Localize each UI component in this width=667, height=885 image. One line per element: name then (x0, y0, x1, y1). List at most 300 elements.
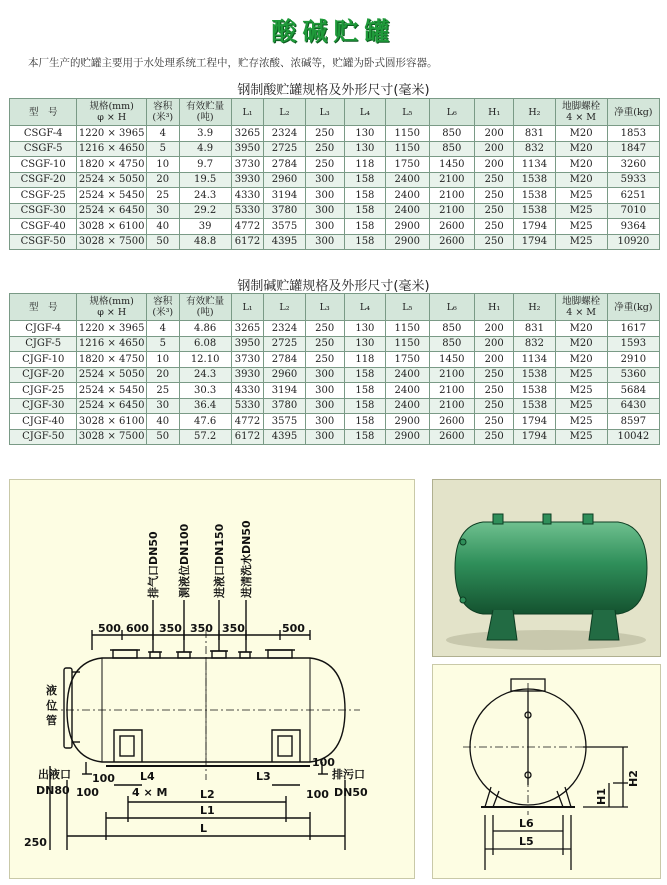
table-cell: 1750 (386, 157, 429, 173)
table-cell: 2524 × 5450 (77, 383, 147, 399)
table-cell: 832 (514, 336, 555, 352)
column-header: 型 号 (10, 99, 77, 126)
table-cell: 2524 × 6450 (77, 203, 147, 219)
table-cell: CJGF-20 (10, 367, 77, 383)
table-cell: 1220 × 3965 (77, 321, 147, 337)
table-cell: 300 (305, 172, 344, 188)
table-cell: 1847 (607, 141, 659, 157)
table-cell: 300 (305, 383, 344, 399)
table-cell: 3028 × 6100 (77, 219, 147, 235)
column-header: 规格(mm) φ × H (77, 99, 147, 126)
dim-l6: L6 (519, 817, 534, 830)
table-row (10, 219, 660, 235)
table-cell: 5933 (607, 172, 659, 188)
table-cell: 2100 (429, 203, 475, 219)
table-cell: M25 (555, 234, 607, 250)
tank-photo (432, 479, 661, 657)
drain-label: 排污口 (332, 768, 365, 781)
table-cell: 300 (305, 188, 344, 204)
table-cell: 250 (475, 367, 514, 383)
dim-h1: H1 (595, 788, 608, 805)
level-pipe-label-3: 管 (46, 714, 57, 727)
table-cell: 1794 (514, 429, 555, 445)
table-cell: 8597 (607, 414, 659, 430)
table-cell: 130 (344, 126, 385, 142)
table-cell: 4 (146, 321, 179, 337)
table-row (10, 126, 660, 142)
table-cell: 2324 (264, 126, 305, 142)
dim-250: 250 (24, 836, 47, 849)
table-cell: 1794 (514, 234, 555, 250)
table-cell: CJGF-25 (10, 383, 77, 399)
table-cell: CJGF-30 (10, 398, 77, 414)
dim-100-d: 100 (306, 788, 329, 801)
table-cell: 10 (146, 157, 179, 173)
table-cell: 20 (146, 172, 179, 188)
table-cell: 850 (429, 321, 475, 337)
dim-350-b: 350 (190, 622, 213, 635)
column-header: 容积 (米³) (146, 294, 179, 321)
table-cell: 2725 (264, 141, 305, 157)
dim-l: L (200, 822, 208, 835)
dim-bolts: 4 × M (132, 786, 168, 799)
table-cell: 250 (305, 157, 344, 173)
table-cell: 1450 (429, 352, 475, 368)
table-cell: 4.86 (179, 321, 231, 337)
table-cell: 1750 (386, 352, 429, 368)
column-header: L₁ (231, 294, 264, 321)
table-cell: 300 (305, 234, 344, 250)
table-cell: 1820 × 4750 (77, 157, 147, 173)
table-cell: 2100 (429, 398, 475, 414)
dim-h2: H2 (627, 770, 640, 787)
table-row (10, 352, 660, 368)
table-cell: 2784 (264, 352, 305, 368)
table-cell: M25 (555, 429, 607, 445)
table-cell: M25 (555, 188, 607, 204)
table-cell: 5 (146, 336, 179, 352)
dim-l2: L2 (200, 788, 215, 801)
table-cell: 2324 (264, 321, 305, 337)
nozzle-label-wash: 进清洗水DN50 (240, 520, 253, 598)
column-header: 规格(mm) φ × H (77, 294, 147, 321)
table-cell: 250 (475, 203, 514, 219)
dim-l3: L3 (256, 770, 271, 783)
table-cell: 1820 × 4750 (77, 352, 147, 368)
outlet-dn-label: DN80 (36, 784, 70, 797)
table-cell: 6430 (607, 398, 659, 414)
table-cell: 1150 (386, 321, 429, 337)
table-cell: 2725 (264, 336, 305, 352)
table-cell: 2960 (264, 367, 305, 383)
table-cell: 130 (344, 141, 385, 157)
table-cell: 4772 (231, 219, 264, 235)
table-cell: 130 (344, 336, 385, 352)
side-view-drawing (9, 479, 415, 879)
table-cell: 832 (514, 141, 555, 157)
table-row (10, 383, 660, 399)
table-cell: 30 (146, 398, 179, 414)
column-header: L₂ (264, 294, 305, 321)
table-cell: 10920 (607, 234, 659, 250)
table-cell: 2910 (607, 352, 659, 368)
dim-500-left: 500 (98, 622, 121, 635)
table-cell: 3028 × 7500 (77, 429, 147, 445)
table-cell: 10042 (607, 429, 659, 445)
dim-l4: L4 (140, 770, 155, 783)
table-cell: 850 (429, 126, 475, 142)
table-cell: 158 (344, 219, 385, 235)
table-cell: 1150 (386, 126, 429, 142)
table-cell: 3930 (231, 172, 264, 188)
table-cell: 2524 × 6450 (77, 398, 147, 414)
table-cell: 3780 (264, 203, 305, 219)
table-cell: 4330 (231, 188, 264, 204)
table-cell: 158 (344, 429, 385, 445)
table-cell: 2784 (264, 157, 305, 173)
column-header: L₅ (386, 294, 429, 321)
table-cell: 200 (475, 126, 514, 142)
table-cell: 5330 (231, 398, 264, 414)
table-cell: 5330 (231, 203, 264, 219)
table-cell: 1216 × 4650 (77, 336, 147, 352)
table-cell: 300 (305, 203, 344, 219)
table-cell: 2400 (386, 398, 429, 414)
table-cell: 3265 (231, 126, 264, 142)
table-cell: 57.2 (179, 429, 231, 445)
dim-100-a: 100 (92, 772, 115, 785)
table-cell: 2900 (386, 414, 429, 430)
table-cell: 850 (429, 141, 475, 157)
table-cell: CJGF-50 (10, 429, 77, 445)
column-header: H₂ (514, 99, 555, 126)
table-cell: 3730 (231, 352, 264, 368)
table-cell: 1538 (514, 398, 555, 414)
table-cell: 3028 × 6100 (77, 414, 147, 430)
table-cell: 2900 (386, 234, 429, 250)
table-cell: 9.7 (179, 157, 231, 173)
table-cell: 40 (146, 219, 179, 235)
level-pipe-label-2: 位 (46, 699, 57, 712)
table-cell: 1538 (514, 203, 555, 219)
table-cell: 158 (344, 398, 385, 414)
table-cell: 2900 (386, 219, 429, 235)
table-cell: 5684 (607, 383, 659, 399)
table-cell: 2100 (429, 188, 475, 204)
table-cell: 3194 (264, 383, 305, 399)
table-cell: 1853 (607, 126, 659, 142)
table-cell: M25 (555, 383, 607, 399)
table-cell: 2524 × 5050 (77, 367, 147, 383)
table-cell: 300 (305, 398, 344, 414)
table-cell: 250 (475, 172, 514, 188)
table-cell: 1538 (514, 367, 555, 383)
table-row (10, 321, 660, 337)
dim-500-right: 500 (282, 622, 305, 635)
table-cell: 50 (146, 429, 179, 445)
table-cell: M20 (555, 157, 607, 173)
table-cell: 24.3 (179, 188, 231, 204)
column-header: 有效贮量 (吨) (179, 99, 231, 126)
table-cell: 3780 (264, 398, 305, 414)
table-cell: 158 (344, 234, 385, 250)
table-cell: 39 (179, 219, 231, 235)
table-cell: 130 (344, 321, 385, 337)
table-cell: 250 (475, 429, 514, 445)
table-cell: CSGF-5 (10, 141, 77, 157)
table-cell: 250 (305, 141, 344, 157)
table-cell: 4395 (264, 429, 305, 445)
column-header: 净重(kg) (607, 294, 659, 321)
table-cell: 2100 (429, 383, 475, 399)
table-cell: 30.3 (179, 383, 231, 399)
table-cell: 200 (475, 352, 514, 368)
table-cell: 118 (344, 352, 385, 368)
table-cell: 2524 × 5450 (77, 188, 147, 204)
table-cell: 1150 (386, 141, 429, 157)
column-header: L₄ (344, 294, 385, 321)
column-header: H₂ (514, 294, 555, 321)
table-cell: 3950 (231, 141, 264, 157)
column-header: L₃ (305, 294, 344, 321)
column-header: L₂ (264, 99, 305, 126)
table-cell: 19.5 (179, 172, 231, 188)
table-cell: 48.8 (179, 234, 231, 250)
table-cell: 300 (305, 367, 344, 383)
column-header: L₆ (429, 294, 475, 321)
acid-table-caption: 钢制酸贮罐规格及外形尺寸(毫米) (237, 83, 430, 98)
table-cell: 3265 (231, 321, 264, 337)
alkali-table-caption: 钢制碱贮罐规格及外形尺寸(毫米) (237, 279, 430, 294)
table-cell: 1150 (386, 336, 429, 352)
table-row (10, 141, 660, 157)
table-cell: 850 (429, 336, 475, 352)
table-cell: 9364 (607, 219, 659, 235)
table-cell: 2400 (386, 203, 429, 219)
table-cell: 831 (514, 126, 555, 142)
table-cell: 118 (344, 157, 385, 173)
table-cell: 2400 (386, 172, 429, 188)
table-cell: 300 (305, 219, 344, 235)
table-cell: 200 (475, 157, 514, 173)
table-row (10, 367, 660, 383)
drain-dn-label: DN50 (334, 786, 368, 799)
table-cell: M25 (555, 219, 607, 235)
table-row (10, 336, 660, 352)
column-header: L₅ (386, 99, 429, 126)
column-header: 地脚螺栓 4 × M (555, 99, 607, 126)
table-cell: M20 (555, 126, 607, 142)
table-cell: 250 (305, 336, 344, 352)
table-cell: CSGF-40 (10, 219, 77, 235)
table-cell: 5 (146, 141, 179, 157)
table-cell: 2600 (429, 234, 475, 250)
table-cell: 158 (344, 414, 385, 430)
column-header: 地脚螺栓 4 × M (555, 294, 607, 321)
table-cell: 300 (305, 414, 344, 430)
table-cell: 40 (146, 414, 179, 430)
column-header: 型 号 (10, 294, 77, 321)
column-header: L₁ (231, 99, 264, 126)
table-cell: 250 (475, 383, 514, 399)
outlet-label: 出液口 (38, 768, 71, 781)
table-cell: 200 (475, 336, 514, 352)
table-cell: 250 (475, 219, 514, 235)
table-cell: 3950 (231, 336, 264, 352)
table-cell: 6.08 (179, 336, 231, 352)
table-row (10, 203, 660, 219)
table-cell: M25 (555, 203, 607, 219)
column-header: 容积 (米³) (146, 99, 179, 126)
table-cell: 2100 (429, 367, 475, 383)
nozzle-label-vent: 排气口DN50 (147, 531, 160, 598)
table-cell: 6172 (231, 234, 264, 250)
table-cell: M20 (555, 172, 607, 188)
table-cell: 2400 (386, 383, 429, 399)
table-cell: CJGF-4 (10, 321, 77, 337)
table-row (10, 172, 660, 188)
table-cell: 2600 (429, 414, 475, 430)
table-cell: CJGF-5 (10, 336, 77, 352)
table-cell: 3194 (264, 188, 305, 204)
column-header: H₁ (475, 99, 514, 126)
table-cell: 24.3 (179, 367, 231, 383)
table-cell: 25 (146, 383, 179, 399)
table-cell: 20 (146, 367, 179, 383)
table-cell: 3575 (264, 219, 305, 235)
table-cell: M20 (555, 321, 607, 337)
table-cell: CSGF-25 (10, 188, 77, 204)
intro-text: 本厂生产的贮罐主要用于水处理系统工程中，贮存浓酸、浓碱等，贮罐为卧式圆形容器。 (28, 57, 438, 69)
table-cell: 300 (305, 429, 344, 445)
table-cell: M20 (555, 141, 607, 157)
table-cell: CSGF-4 (10, 126, 77, 142)
table-cell: 3730 (231, 157, 264, 173)
table-cell: 12.10 (179, 352, 231, 368)
table-cell: 4.9 (179, 141, 231, 157)
acid-spec-table (9, 98, 660, 250)
table-cell: 4395 (264, 234, 305, 250)
nozzle-label-inlet: 进液口DN150 (213, 523, 226, 598)
table-cell: M25 (555, 367, 607, 383)
table-cell: 2400 (386, 188, 429, 204)
table-cell: 4330 (231, 383, 264, 399)
table-cell: 158 (344, 367, 385, 383)
column-header: L₆ (429, 99, 475, 126)
table-cell: 2100 (429, 172, 475, 188)
table-cell: 3.9 (179, 126, 231, 142)
table-cell: 50 (146, 234, 179, 250)
table-cell: 5360 (607, 367, 659, 383)
nozzle-label-level: 测液位DN100 (178, 523, 191, 598)
table-cell: M25 (555, 414, 607, 430)
table-cell: 250 (475, 234, 514, 250)
table-cell: 30 (146, 203, 179, 219)
table-cell: 29.2 (179, 203, 231, 219)
column-header: L₃ (305, 99, 344, 126)
table-cell: M20 (555, 352, 607, 368)
table-cell: 2900 (386, 429, 429, 445)
column-header: 有效贮量 (吨) (179, 294, 231, 321)
alkali-spec-table (9, 293, 660, 445)
table-cell: 1794 (514, 414, 555, 430)
table-cell: 1538 (514, 188, 555, 204)
end-view-drawing (432, 664, 661, 879)
table-cell: 250 (305, 352, 344, 368)
table-cell: 1220 × 3965 (77, 126, 147, 142)
table-cell: 1593 (607, 336, 659, 352)
table-cell: 3260 (607, 157, 659, 173)
table-cell: 25 (146, 188, 179, 204)
dim-350-a: 350 (159, 622, 182, 635)
table-cell: 1538 (514, 383, 555, 399)
table-cell: 10 (146, 352, 179, 368)
table-cell: 250 (475, 188, 514, 204)
table-cell: 158 (344, 172, 385, 188)
table-cell: 2600 (429, 429, 475, 445)
table-cell: M20 (555, 336, 607, 352)
table-cell: M25 (555, 398, 607, 414)
table-cell: 2600 (429, 219, 475, 235)
table-cell: 1450 (429, 157, 475, 173)
dim-100-c: 100 (76, 786, 99, 799)
table-cell: CSGF-10 (10, 157, 77, 173)
table-cell: 7010 (607, 203, 659, 219)
table-cell: 4 (146, 126, 179, 142)
dim-l1: L1 (200, 804, 215, 817)
column-header: L₄ (344, 99, 385, 126)
table-cell: 158 (344, 203, 385, 219)
column-header: H₁ (475, 294, 514, 321)
table-cell: CSGF-50 (10, 234, 77, 250)
table-cell: 200 (475, 141, 514, 157)
table-cell: 200 (475, 321, 514, 337)
table-cell: 47.6 (179, 414, 231, 430)
table-cell: 6251 (607, 188, 659, 204)
table-cell: 831 (514, 321, 555, 337)
table-row (10, 234, 660, 250)
dim-l5: L5 (519, 835, 534, 848)
table-cell: 158 (344, 383, 385, 399)
table-cell: 1134 (514, 157, 555, 173)
table-cell: 36.4 (179, 398, 231, 414)
column-header: 净重(kg) (607, 99, 659, 126)
dim-350-c: 350 (222, 622, 245, 635)
table-cell: 250 (305, 126, 344, 142)
table-cell: 2524 × 5050 (77, 172, 147, 188)
table-row (10, 188, 660, 204)
table-cell: 250 (475, 398, 514, 414)
table-cell: CSGF-30 (10, 203, 77, 219)
table-cell: 4772 (231, 414, 264, 430)
table-cell: 3930 (231, 367, 264, 383)
table-row (10, 157, 660, 173)
table-cell: 1216 × 4650 (77, 141, 147, 157)
level-pipe-label-1: 液 (46, 684, 57, 697)
table-cell: CJGF-10 (10, 352, 77, 368)
table-row (10, 429, 660, 445)
table-row (10, 398, 660, 414)
table-cell: CSGF-20 (10, 172, 77, 188)
table-cell: 1538 (514, 172, 555, 188)
table-cell: 6172 (231, 429, 264, 445)
table-cell: 3028 × 7500 (77, 234, 147, 250)
table-cell: 2960 (264, 172, 305, 188)
table-cell: 250 (475, 414, 514, 430)
table-cell: 1794 (514, 219, 555, 235)
table-cell: 158 (344, 188, 385, 204)
table-cell: 3575 (264, 414, 305, 430)
